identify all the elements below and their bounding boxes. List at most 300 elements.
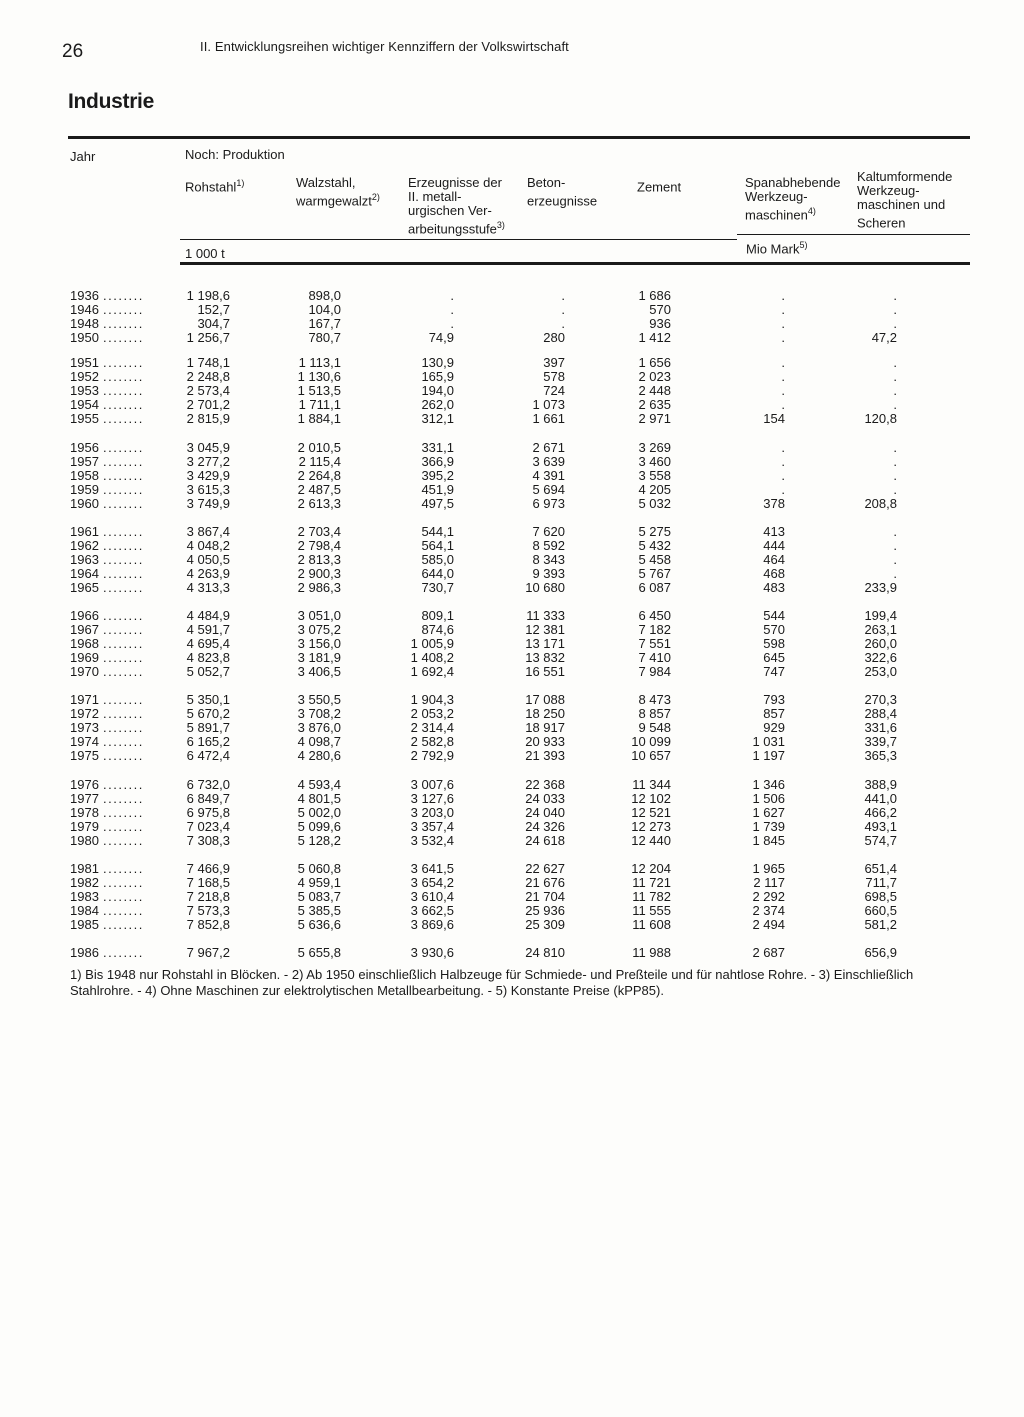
value-cell: 2 248,8 [186, 369, 230, 384]
value-cell: 724 [543, 383, 565, 398]
table-row [0, 455, 1024, 469]
value-cell: 3 203,0 [410, 805, 454, 820]
value-cell: 331,6 [864, 720, 897, 735]
leader-dots: ........ [103, 622, 144, 637]
value-cell: 270,3 [864, 692, 897, 707]
table-row [0, 303, 1024, 317]
column-header-kaltumformend: Kaltumformende Werkzeug-maschinen und Scheren [857, 169, 953, 231]
year-cell: 1961 [70, 524, 99, 539]
table-row [0, 904, 1024, 918]
value-cell: 10 099 [631, 734, 671, 749]
value-cell: 21 676 [525, 875, 565, 890]
value-cell: 1 661 [532, 411, 565, 426]
value-cell: 5 002,0 [297, 805, 341, 820]
value-cell: 16 551 [525, 664, 565, 679]
table-row [0, 398, 1024, 412]
value-cell: 2 815,9 [186, 411, 230, 426]
value-cell: 809,1 [421, 608, 454, 623]
value-cell: 20 933 [525, 734, 565, 749]
value-cell: 7 182 [638, 622, 671, 637]
value-cell: 3 357,4 [410, 819, 454, 834]
value-cell: . [781, 369, 785, 384]
value-cell: 3 749,9 [186, 496, 230, 511]
value-cell: . [893, 355, 897, 370]
value-cell: 21 704 [525, 889, 565, 904]
value-cell: 25 936 [525, 903, 565, 918]
value-cell: 165,9 [421, 369, 454, 384]
value-cell: 578 [543, 369, 565, 384]
value-cell: 199,4 [864, 608, 897, 623]
value-cell: 857 [763, 706, 785, 721]
value-cell: 366,9 [421, 454, 454, 469]
value-cell: 660,5 [864, 903, 897, 918]
value-cell: 1 711,1 [298, 397, 341, 412]
value-cell: 2 813,3 [297, 552, 341, 567]
table-row [0, 862, 1024, 876]
year-cell: 1973 [70, 720, 99, 735]
table-row [0, 637, 1024, 651]
value-cell: 1 965 [752, 861, 785, 876]
value-cell: 2 117 [753, 875, 785, 890]
value-cell: 644,0 [421, 566, 454, 581]
value-cell: 288,4 [864, 706, 897, 721]
page-number: 26 [62, 41, 84, 62]
value-cell: 898,0 [308, 288, 341, 303]
leader-dots: ........ [103, 383, 144, 398]
value-cell: 413 [763, 524, 785, 539]
value-cell: 12 381 [525, 622, 565, 637]
value-cell: . [781, 355, 785, 370]
year-cell: 1955 [70, 411, 99, 426]
year-cell: 1956 [70, 440, 99, 455]
value-cell: . [781, 383, 785, 398]
leader-dots: ........ [103, 468, 144, 483]
value-cell: 4 591,7 [186, 622, 230, 637]
column-header-spanabhebend: Spanabhebende Werkzeug-maschinen$^{4)}$ [745, 175, 841, 223]
section-title: Industrie [68, 90, 154, 113]
value-cell: 388,9 [864, 777, 897, 792]
value-cell: 4 098,7 [297, 734, 341, 749]
table-row [0, 412, 1024, 426]
value-cell: 11 782 [632, 889, 671, 904]
value-cell: 130,9 [421, 355, 454, 370]
table-row [0, 721, 1024, 735]
unit-label-mio-mark: Mio Mark$^{5)}$ [746, 240, 808, 257]
year-cell: 1978 [70, 805, 99, 820]
value-cell: 8 343 [532, 552, 565, 567]
value-cell: 3 127,6 [410, 791, 454, 806]
value-cell: 656,9 [864, 945, 897, 960]
value-cell: 322,6 [864, 650, 897, 665]
value-cell: 4 313,3 [186, 580, 230, 595]
value-cell: 24 810 [525, 945, 565, 960]
value-cell: 2 701,2 [186, 397, 230, 412]
value-cell: 2 900,3 [297, 566, 341, 581]
value-cell: 5 694 [532, 482, 565, 497]
value-cell: . [561, 288, 565, 303]
value-cell: 3 532,4 [410, 833, 454, 848]
value-cell: 22 368 [525, 777, 565, 792]
leader-dots: ........ [103, 861, 144, 876]
value-cell: 451,9 [421, 482, 454, 497]
year-cell: 1965 [70, 580, 99, 595]
value-cell: 6 450 [638, 608, 671, 623]
value-cell: 7 308,3 [186, 833, 230, 848]
value-cell: 3 867,4 [186, 524, 230, 539]
year-cell: 1951 [70, 355, 99, 370]
year-header: Jahr [70, 149, 96, 164]
leader-dots: ........ [103, 288, 144, 303]
year-cell: 1984 [70, 903, 99, 918]
value-cell: 3 930,6 [410, 945, 454, 960]
value-cell: 3 662,5 [410, 903, 454, 918]
value-cell: 1 904,3 [410, 692, 454, 707]
column-header-zement: Zement [637, 179, 682, 195]
table-row [0, 317, 1024, 331]
value-cell: 780,7 [308, 330, 341, 345]
value-cell: 9 548 [638, 720, 671, 735]
value-cell: 544,1 [421, 524, 454, 539]
leader-dots: ........ [103, 903, 144, 918]
value-cell: 25 309 [525, 917, 565, 932]
value-cell: 464 [763, 552, 785, 567]
value-cell: 468 [763, 566, 785, 581]
year-cell: 1979 [70, 819, 99, 834]
value-cell: 730,7 [421, 580, 454, 595]
value-cell: 698,5 [864, 889, 897, 904]
leader-dots: ........ [103, 819, 144, 834]
value-cell: 497,5 [421, 496, 454, 511]
value-cell: . [781, 440, 785, 455]
value-cell: 4 391 [532, 468, 565, 483]
leader-dots: ........ [103, 875, 144, 890]
value-cell: 570 [763, 622, 785, 637]
value-cell: 1 845 [752, 833, 785, 848]
leader-dots: ........ [103, 397, 144, 412]
value-cell: 12 521 [631, 805, 671, 820]
value-cell: 1 130,6 [297, 369, 341, 384]
leader-dots: ........ [103, 833, 144, 848]
table-row [0, 820, 1024, 834]
value-cell: . [893, 468, 897, 483]
value-cell: 395,2 [421, 468, 454, 483]
value-cell: 2 023 [638, 369, 671, 384]
value-cell: 2 374 [752, 903, 785, 918]
table-row [0, 918, 1024, 932]
table-row [0, 693, 1024, 707]
value-cell: 598 [763, 636, 785, 651]
value-cell: . [893, 302, 897, 317]
year-cell: 1981 [70, 861, 99, 876]
value-cell: 7 852,8 [186, 917, 230, 932]
value-cell: 3 558 [638, 468, 671, 483]
value-cell: 12 273 [631, 819, 671, 834]
table-row [0, 876, 1024, 890]
table-row [0, 441, 1024, 455]
value-cell: 5 128,2 [297, 833, 341, 848]
value-cell: 1 113,1 [298, 355, 341, 370]
value-cell: 11 721 [632, 875, 671, 890]
value-cell: 3 045,9 [186, 440, 230, 455]
value-cell: 2 448 [638, 383, 671, 398]
value-cell: 2 792,9 [410, 748, 454, 763]
value-cell: 6 472,4 [186, 748, 230, 763]
value-cell: 13 832 [525, 650, 565, 665]
value-cell: 1 513,5 [297, 383, 341, 398]
value-cell: 4 695,4 [186, 636, 230, 651]
year-cell: 1985 [70, 917, 99, 932]
leader-dots: ........ [103, 330, 144, 345]
value-cell: 5 670,2 [186, 706, 230, 721]
value-cell: . [893, 538, 897, 553]
value-cell: 4 823,8 [186, 650, 230, 665]
value-cell: . [781, 454, 785, 469]
value-cell: 9 393 [532, 566, 565, 581]
value-cell: 3 876,0 [297, 720, 341, 735]
column-header-erzeugnisse: Erzeugnisse der II. metall-urgischen Ver-arbeitungsstufe$^{3)}$ [408, 175, 505, 237]
value-cell: 3 869,6 [410, 917, 454, 932]
table-row [0, 553, 1024, 567]
value-cell: 22 627 [525, 861, 565, 876]
table-row [0, 370, 1024, 384]
value-cell: 5 432 [638, 538, 671, 553]
value-cell: 2 582,8 [410, 734, 454, 749]
value-cell: 24 040 [525, 805, 565, 820]
leader-dots: ........ [103, 805, 144, 820]
value-cell: 3 639 [532, 454, 565, 469]
value-cell: 7 984 [638, 664, 671, 679]
table-row [0, 289, 1024, 303]
leader-dots: ........ [103, 636, 144, 651]
value-cell: 5 385,5 [297, 903, 341, 918]
value-cell: 378 [763, 496, 785, 511]
year-cell: 1982 [70, 875, 99, 890]
table-header-bottom-rule [180, 262, 970, 265]
value-cell: 5 032 [638, 496, 671, 511]
value-cell: 1 197 [752, 748, 785, 763]
leader-dots: ........ [103, 355, 144, 370]
year-cell: 1958 [70, 468, 99, 483]
leader-dots: ........ [103, 889, 144, 904]
value-cell: 18 250 [525, 706, 565, 721]
value-cell: 312,1 [421, 411, 454, 426]
value-cell: 3 156,0 [297, 636, 341, 651]
year-cell: 1962 [70, 538, 99, 553]
value-cell: 1 408,2 [410, 650, 454, 665]
year-cell: 1948 [70, 316, 99, 331]
value-cell: 581,2 [864, 917, 897, 932]
value-cell: . [893, 524, 897, 539]
value-cell: 570 [649, 302, 671, 317]
value-cell: 120,8 [864, 411, 897, 426]
table-row [0, 834, 1024, 848]
value-cell: 24 326 [525, 819, 565, 834]
year-cell: 1954 [70, 397, 99, 412]
value-cell: 4 484,9 [186, 608, 230, 623]
year-cell: 1964 [70, 566, 99, 581]
value-cell: 12 102 [631, 791, 671, 806]
leader-dots: ........ [103, 440, 144, 455]
value-cell: . [893, 454, 897, 469]
table-row [0, 778, 1024, 792]
table-row [0, 525, 1024, 539]
value-cell: . [781, 330, 785, 345]
leader-dots: ........ [103, 945, 144, 960]
value-cell: 1 627 [752, 805, 785, 820]
unit-label-tonnes: 1 000 t [185, 246, 225, 261]
value-cell: 4 205 [638, 482, 671, 497]
year-cell: 1963 [70, 552, 99, 567]
value-cell: 2 703,4 [297, 524, 341, 539]
value-cell: 167,7 [308, 316, 341, 331]
year-cell: 1986 [70, 945, 99, 960]
year-cell: 1957 [70, 454, 99, 469]
table-row [0, 707, 1024, 721]
value-cell: 483 [763, 580, 785, 595]
value-cell: . [781, 468, 785, 483]
value-cell: 10 680 [525, 580, 565, 595]
value-cell: 1 256,7 [186, 330, 230, 345]
value-cell: 233,9 [864, 580, 897, 595]
leader-dots: ........ [103, 482, 144, 497]
value-cell: 1 692,4 [410, 664, 454, 679]
value-cell: 711,7 [865, 875, 897, 890]
value-cell: 6 849,7 [186, 791, 230, 806]
leader-dots: ........ [103, 608, 144, 623]
value-cell: 152,7 [197, 302, 230, 317]
year-cell: 1971 [70, 692, 99, 707]
value-cell: 1 346 [752, 777, 785, 792]
value-cell: 5 099,6 [297, 819, 341, 834]
value-cell: 3 007,6 [410, 777, 454, 792]
value-cell: 260,0 [864, 636, 897, 651]
year-cell: 1968 [70, 636, 99, 651]
value-cell: 6 973 [532, 496, 565, 511]
value-cell: 7 466,9 [186, 861, 230, 876]
value-cell: 2 986,3 [297, 580, 341, 595]
table-row [0, 946, 1024, 960]
value-cell: 331,1 [421, 440, 454, 455]
value-cell: 17 088 [525, 692, 565, 707]
value-cell: 5 655,8 [297, 945, 341, 960]
year-cell: 1952 [70, 369, 99, 384]
value-cell: 3 051,0 [297, 608, 341, 623]
value-cell: . [893, 440, 897, 455]
value-cell: 208,8 [864, 496, 897, 511]
value-cell: 2 573,4 [186, 383, 230, 398]
leader-dots: ........ [103, 917, 144, 932]
value-cell: 1 198,6 [186, 288, 230, 303]
value-cell: 1 031 [752, 734, 785, 749]
value-cell: . [781, 302, 785, 317]
value-cell: 544 [763, 608, 785, 623]
value-cell: 5 350,1 [186, 692, 230, 707]
value-cell: . [893, 482, 897, 497]
value-cell: 4 801,5 [297, 791, 341, 806]
value-cell: 7 551 [638, 636, 671, 651]
leader-dots: ........ [103, 692, 144, 707]
value-cell: 5 275 [638, 524, 671, 539]
value-cell: 47,2 [871, 330, 897, 345]
value-cell: 3 550,5 [297, 692, 341, 707]
year-cell: 1953 [70, 383, 99, 398]
value-cell: 6 087 [638, 580, 671, 595]
table-row [0, 806, 1024, 820]
value-cell: 24 618 [525, 833, 565, 848]
value-cell: 3 277,2 [186, 454, 230, 469]
value-cell: 154 [763, 411, 785, 426]
leader-dots: ........ [103, 316, 144, 331]
year-cell: 1977 [70, 791, 99, 806]
leader-dots: ........ [103, 777, 144, 792]
table-top-rule [68, 136, 970, 139]
value-cell: 4 048,2 [186, 538, 230, 553]
value-cell: 7 573,3 [186, 903, 230, 918]
value-cell: 3 429,9 [186, 468, 230, 483]
value-cell: . [893, 397, 897, 412]
value-cell: . [781, 397, 785, 412]
value-cell: 1 739 [752, 819, 785, 834]
table-row [0, 665, 1024, 679]
year-cell: 1946 [70, 302, 99, 317]
value-cell: 21 393 [525, 748, 565, 763]
value-cell: 11 988 [632, 945, 671, 960]
leader-dots: ........ [103, 552, 144, 567]
table-row [0, 623, 1024, 637]
value-cell: 441,0 [864, 791, 897, 806]
value-cell: 7 218,8 [186, 889, 230, 904]
running-head: II. Entwicklungsreihen wichtiger Kennziffern der Volkswirtschaft [200, 39, 569, 54]
column-header-rohstahl: Rohstahl$^{1)}$ [185, 178, 245, 195]
value-cell: . [893, 316, 897, 331]
leader-dots: ........ [103, 748, 144, 763]
value-cell: 3 406,5 [297, 664, 341, 679]
year-cell: 1936 [70, 288, 99, 303]
value-cell: 2 053,2 [410, 706, 454, 721]
leader-dots: ........ [103, 791, 144, 806]
value-cell: 6 732,0 [186, 777, 230, 792]
value-cell: 4 959,1 [297, 875, 341, 890]
value-cell: 929 [763, 720, 785, 735]
value-cell: 5 083,7 [297, 889, 341, 904]
leader-dots: ........ [103, 496, 144, 511]
value-cell: 1 656 [638, 355, 671, 370]
leader-dots: ........ [103, 720, 144, 735]
leader-dots: ........ [103, 664, 144, 679]
value-cell: 936 [649, 316, 671, 331]
value-cell: 5 767 [638, 566, 671, 581]
value-cell: 444 [763, 538, 785, 553]
value-cell: 3 641,5 [410, 861, 454, 876]
value-cell: 1 073 [532, 397, 565, 412]
year-cell: 1976 [70, 777, 99, 792]
value-cell: 2 292 [752, 889, 785, 904]
value-cell: 3 708,2 [297, 706, 341, 721]
value-cell: 8 857 [638, 706, 671, 721]
table-row [0, 539, 1024, 553]
year-cell: 1967 [70, 622, 99, 637]
table-row [0, 356, 1024, 370]
year-cell: 1970 [70, 664, 99, 679]
leader-dots: ........ [103, 454, 144, 469]
value-cell: 3 181,9 [297, 650, 341, 665]
value-cell: 3 615,3 [186, 482, 230, 497]
value-cell: 11 555 [632, 903, 671, 918]
value-cell: . [450, 288, 454, 303]
value-cell: 874,6 [421, 622, 454, 637]
value-cell: 397 [543, 355, 565, 370]
value-cell: . [561, 302, 565, 317]
